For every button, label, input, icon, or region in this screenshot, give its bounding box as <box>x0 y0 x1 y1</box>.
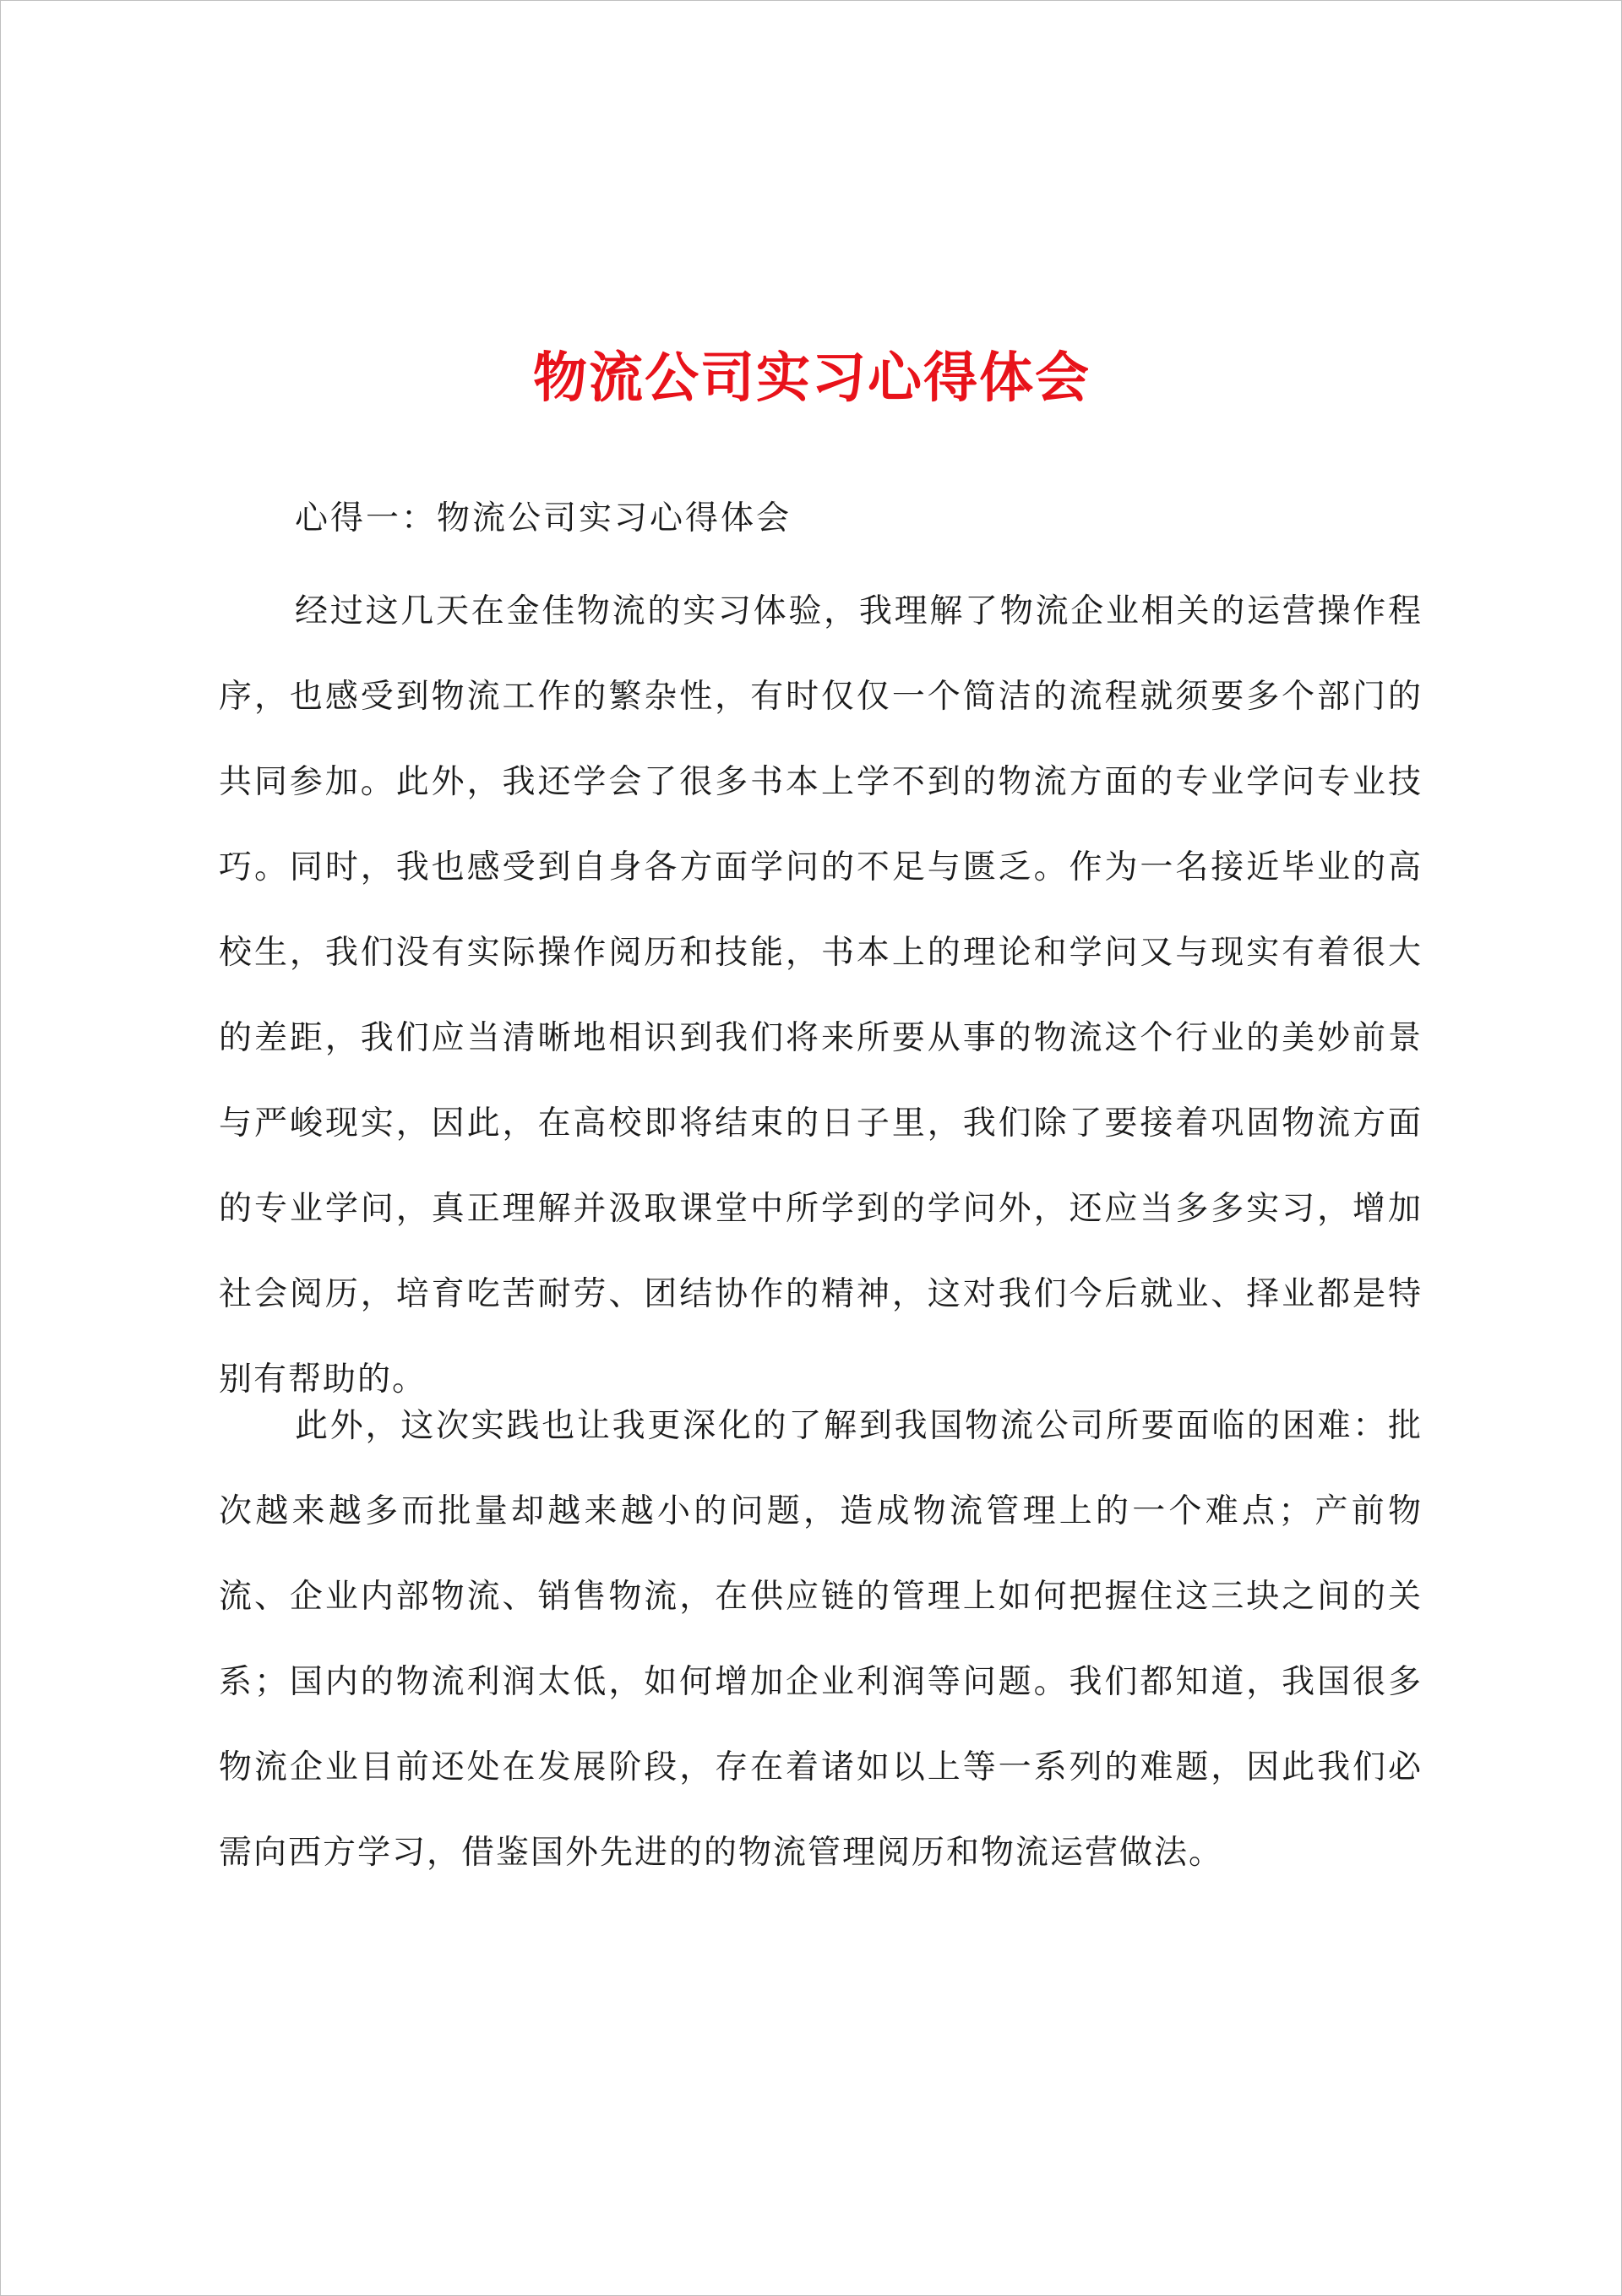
paragraph-1: 经过这几天在金佳物流的实习体验，我理解了物流企业相关的运营操作程序，也感受到物流工作的繁杂性，有时仅仅一个简洁的流程就须要多个部门的共同参加。此外，我还学会了很多书本上学不到的物流方面的专业学问专业技巧。同时，我也感受到自身各方面学问的不足与匮乏。作为一名接近毕业的高校生，我们没有实际操作阅历和技能，书本上的理论和学问又与现实有着很大的差距，我们应当清晰地相识到我们将来所要从事的物流这个行业的美妙前景与严峻现实，因此，在高校即将结束的日子里，我们除了要接着巩固物流方面的专业学问，真正理解并汲取课堂中所学到的学问外，还应当多多实习，增加社会阅历，培育吃苦耐劳、团结协作的精神，这对我们今后就业、择业都是特别有帮助的。 <box>219 592 1423 1399</box>
document-subtitle: 心得一：物流公司实习心得体会 <box>295 499 792 537</box>
paragraph-2: 此外，这次实践也让我更深化的了解到我国物流公司所要面临的困难：批次越来越多而批量却越来越小的问题，造成物流管理上的一个难点；产前物流、企业内部物流、销售物流，在供应链的管理上如何把握住这三块之间的关系；国内的物流利润太低，如何增加企业利润等问题。我们都知道，我国很多物流企业目前还处在发展阶段，存在着诸如以上等一系列的难题，因此我们必需向西方学习，借鉴国外先进的的物流管理阅历和物流运营做法。 <box>219 1407 1423 1872</box>
document-title: 物流公司实习心得体会 <box>533 346 1091 410</box>
